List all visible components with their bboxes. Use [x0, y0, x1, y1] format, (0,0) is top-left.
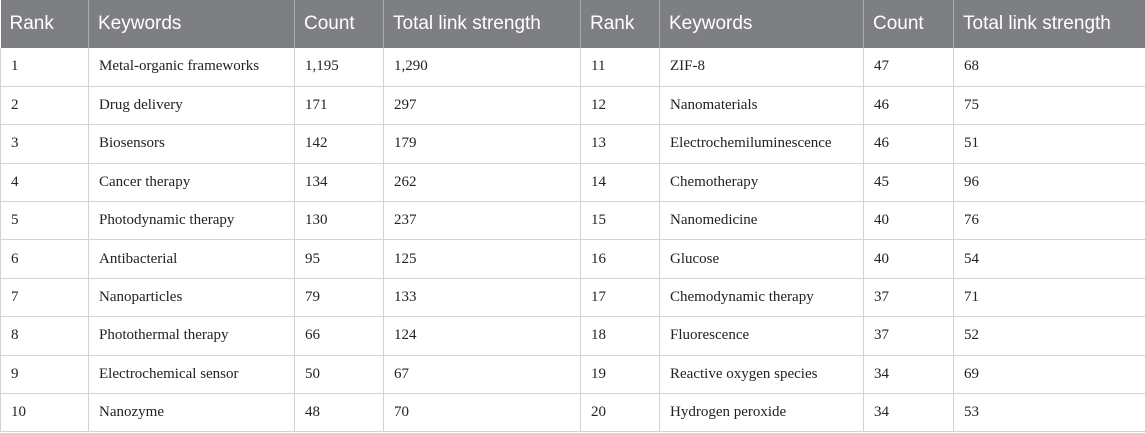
- rank-cell: 12: [581, 86, 660, 124]
- count-cell: 134: [295, 163, 384, 201]
- link-strength-cell: 237: [384, 202, 581, 240]
- count-cell: 171: [295, 86, 384, 124]
- count-cell: 50: [295, 355, 384, 393]
- count-cell: 130: [295, 202, 384, 240]
- rank-cell: 5: [1, 202, 89, 240]
- keyword-cell: Chemodynamic therapy: [660, 278, 864, 316]
- link-strength-cell: 179: [384, 125, 581, 163]
- rank-cell: 10: [1, 394, 89, 432]
- count-cell: 34: [864, 394, 954, 432]
- link-strength-cell: 67: [384, 355, 581, 393]
- table-row: [1, 48, 1145, 86]
- rank-cell: 2: [1, 86, 89, 124]
- table-row: [1, 202, 1145, 240]
- link-strength-cell: 53: [954, 394, 1145, 432]
- rank-cell: 20: [581, 394, 660, 432]
- header-total-link-strength-2: Total link strength: [954, 0, 1145, 48]
- count-cell: 46: [864, 86, 954, 124]
- rank-cell: 18: [581, 317, 660, 355]
- link-strength-cell: 52: [954, 317, 1145, 355]
- keyword-cell: Electrochemical sensor: [89, 355, 295, 393]
- link-strength-cell: 125: [384, 240, 581, 278]
- rank-cell: 13: [581, 125, 660, 163]
- header-count: Count: [295, 0, 384, 48]
- keyword-cell: Photodynamic therapy: [89, 202, 295, 240]
- count-cell: 40: [864, 202, 954, 240]
- count-cell: 1,195: [295, 48, 384, 86]
- link-strength-cell: 71: [954, 278, 1145, 316]
- rank-cell: 3: [1, 125, 89, 163]
- link-strength-cell: 69: [954, 355, 1145, 393]
- header-rank: Rank: [9, 13, 54, 34]
- keyword-cell: Antibacterial: [89, 240, 295, 278]
- rank-cell: 15: [581, 202, 660, 240]
- rank-cell: 8: [1, 317, 89, 355]
- link-strength-cell: 124: [384, 317, 581, 355]
- rank-cell: 1: [1, 48, 89, 86]
- table-row: [1, 240, 1145, 278]
- header-row: [1, 0, 1145, 48]
- rank-cell: 14: [581, 163, 660, 201]
- table-row: [1, 278, 1145, 316]
- link-strength-cell: 76: [954, 202, 1145, 240]
- keyword-cell: Drug delivery: [89, 86, 295, 124]
- count-cell: 40: [864, 240, 954, 278]
- header-total-link-strength: Total link strength: [384, 0, 581, 48]
- table-row: [1, 317, 1145, 355]
- rank-cell: 16: [581, 240, 660, 278]
- count-cell: 34: [864, 355, 954, 393]
- keyword-cell: Biosensors: [89, 125, 295, 163]
- keyword-cell: Photothermal therapy: [89, 317, 295, 355]
- rank-cell: 17: [581, 278, 660, 316]
- link-strength-cell: 68: [954, 48, 1145, 86]
- link-strength-cell: 70: [384, 394, 581, 432]
- table-row: [1, 86, 1145, 124]
- link-strength-cell: 133: [384, 278, 581, 316]
- link-strength-cell: 51: [954, 125, 1145, 163]
- link-strength-cell: 1,290: [384, 48, 581, 86]
- rank-cell: 11: [581, 48, 660, 86]
- count-cell: 47: [864, 48, 954, 86]
- keyword-cell: Electrochemiluminescence: [660, 125, 864, 163]
- link-strength-cell: 75: [954, 86, 1145, 124]
- count-cell: 142: [295, 125, 384, 163]
- table-row: [1, 394, 1145, 432]
- table-row: [1, 125, 1145, 163]
- rank-cell: 4: [1, 163, 89, 201]
- rank-cell: 9: [1, 355, 89, 393]
- rank-cell: 6: [1, 240, 89, 278]
- link-strength-cell: 96: [954, 163, 1145, 201]
- count-cell: 46: [864, 125, 954, 163]
- header-count-2: Count: [864, 0, 954, 48]
- keyword-cell: Reactive oxygen species: [660, 355, 864, 393]
- keyword-cell: Nanomaterials: [660, 86, 864, 124]
- count-cell: 45: [864, 163, 954, 201]
- keyword-cell: Cancer therapy: [89, 163, 295, 201]
- keyword-cell: Fluorescence: [660, 317, 864, 355]
- rank-cell: 19: [581, 355, 660, 393]
- header-rank-2: Rank: [581, 0, 660, 48]
- keyword-cell: ZIF-8: [660, 48, 864, 86]
- link-strength-cell: 54: [954, 240, 1145, 278]
- keyword-cell: Nanoparticles: [89, 278, 295, 316]
- link-strength-cell: 262: [384, 163, 581, 201]
- table-header: [1, 0, 1145, 48]
- keyword-cell: Nanozyme: [89, 394, 295, 432]
- count-cell: 95: [295, 240, 384, 278]
- keyword-cell: Chemotherapy: [660, 163, 864, 201]
- keyword-cell: Glucose: [660, 240, 864, 278]
- header-keywords: Keywords: [89, 0, 295, 48]
- rank-cell: 7: [1, 278, 89, 316]
- count-cell: 66: [295, 317, 384, 355]
- header-keywords-2: Keywords: [660, 0, 864, 48]
- count-cell: 37: [864, 278, 954, 316]
- table-row: [1, 355, 1145, 393]
- count-cell: 37: [864, 317, 954, 355]
- keyword-cell: Nanomedicine: [660, 202, 864, 240]
- keyword-cell: Hydrogen peroxide: [660, 394, 864, 432]
- keyword-cell: Metal-organic frameworks: [89, 48, 295, 86]
- count-cell: 48: [295, 394, 384, 432]
- table-row: [1, 163, 1145, 201]
- count-cell: 79: [295, 278, 384, 316]
- link-strength-cell: 297: [384, 86, 581, 124]
- table-body: [1, 48, 1145, 432]
